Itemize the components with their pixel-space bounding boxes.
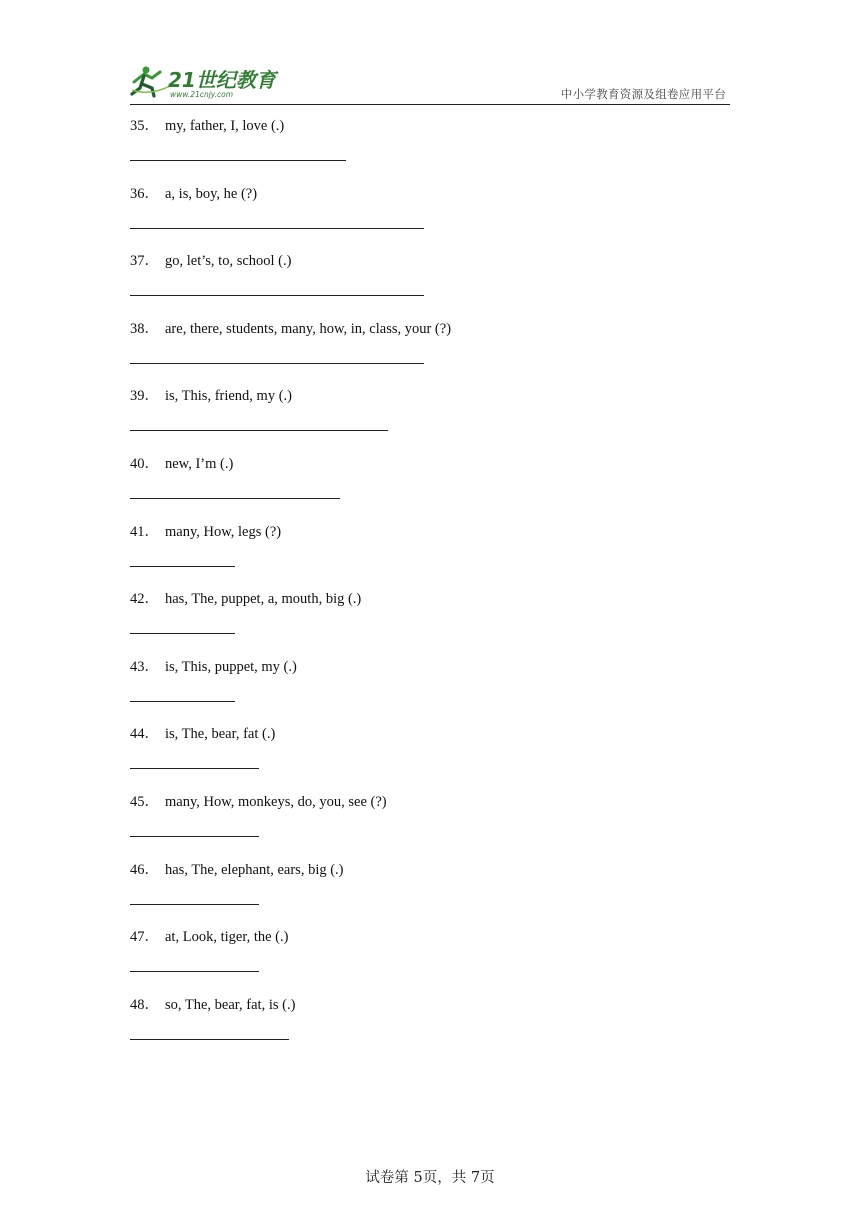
question-words: is, This, puppet, my (.) bbox=[165, 658, 297, 675]
question-number: 44． bbox=[130, 726, 159, 743]
question-item bbox=[130, 112, 730, 180]
question-text bbox=[130, 384, 292, 405]
question-item bbox=[130, 450, 730, 518]
answer-line[interactable] bbox=[130, 701, 235, 702]
question-item bbox=[130, 856, 730, 924]
logo-url: www.21cnjy.com bbox=[170, 90, 234, 99]
question-text bbox=[130, 655, 297, 676]
question-words: new, I’m (.) bbox=[165, 455, 234, 472]
question-text bbox=[130, 587, 361, 608]
question-text bbox=[130, 249, 291, 270]
question-words: a, is, boy, he (?) bbox=[165, 185, 258, 202]
question-words: has, The, elephant, ears, big (.) bbox=[165, 861, 344, 878]
page-number: 试卷第 5页，共 7页 bbox=[365, 1170, 495, 1186]
answer-line[interactable] bbox=[130, 1039, 289, 1040]
question-number: 48． bbox=[130, 996, 159, 1013]
answer-line[interactable] bbox=[130, 971, 259, 972]
question-item bbox=[130, 315, 730, 383]
question-number: 39． bbox=[130, 388, 159, 405]
question-item bbox=[130, 788, 730, 856]
question-number: 46． bbox=[130, 861, 159, 878]
question-words: has, The, puppet, a, mouth, big (.) bbox=[165, 591, 362, 608]
answer-line[interactable] bbox=[130, 498, 340, 499]
question-text bbox=[130, 520, 281, 541]
question-item bbox=[130, 653, 730, 721]
question-words: many, How, monkeys, do, you, see (?) bbox=[165, 793, 387, 810]
question-number: 45． bbox=[130, 793, 159, 810]
question-number: 40． bbox=[130, 455, 159, 472]
question-text bbox=[130, 925, 288, 946]
question-list bbox=[130, 112, 730, 1058]
question-words: is, The, bear, fat (.) bbox=[165, 726, 276, 743]
question-number: 47． bbox=[130, 929, 159, 946]
question-number: 37． bbox=[130, 253, 159, 270]
answer-line[interactable] bbox=[130, 768, 259, 769]
question-item bbox=[130, 991, 730, 1059]
question-item bbox=[130, 180, 730, 248]
question-text bbox=[130, 993, 295, 1014]
question-text bbox=[130, 858, 344, 879]
question-text bbox=[130, 114, 284, 135]
question-number: 36． bbox=[130, 185, 159, 202]
answer-line[interactable] bbox=[130, 160, 346, 161]
question-words: are, there, students, many, how, in, class, your (?) bbox=[165, 320, 452, 337]
answer-line[interactable] bbox=[130, 363, 424, 364]
answer-line[interactable] bbox=[130, 566, 235, 567]
answer-line[interactable] bbox=[130, 430, 388, 431]
question-words: go, let’s, to, school (.) bbox=[165, 253, 292, 270]
logo-graphic bbox=[130, 64, 280, 100]
platform-tagline: 中小学教育资源及组卷应用平台 bbox=[560, 87, 726, 101]
question-number: 35． bbox=[130, 118, 159, 134]
question-item bbox=[130, 382, 730, 450]
answer-line[interactable] bbox=[130, 904, 259, 905]
answer-line[interactable] bbox=[130, 633, 235, 634]
question-item bbox=[130, 923, 730, 991]
brand-logo bbox=[130, 64, 280, 100]
page-header bbox=[130, 64, 730, 105]
question-text bbox=[130, 317, 451, 338]
question-text bbox=[130, 790, 387, 811]
question-item bbox=[130, 720, 730, 788]
question-text bbox=[130, 182, 257, 203]
question-words: so, The, bear, fat, is (.) bbox=[165, 996, 296, 1013]
question-text bbox=[130, 722, 275, 743]
question-words: many, How, legs (?) bbox=[165, 523, 282, 540]
question-text bbox=[130, 452, 233, 473]
logo-text: 21世纪教育 bbox=[168, 68, 276, 92]
question-item bbox=[130, 585, 730, 653]
question-number: 43． bbox=[130, 658, 159, 675]
answer-line[interactable] bbox=[130, 228, 424, 229]
question-item bbox=[130, 518, 730, 586]
answer-line[interactable] bbox=[130, 295, 424, 296]
question-number: 42． bbox=[130, 591, 159, 608]
answer-line[interactable] bbox=[130, 836, 259, 837]
question-number: 41． bbox=[130, 523, 159, 540]
question-number: 38． bbox=[130, 320, 159, 337]
question-words: is, This, friend, my (.) bbox=[165, 388, 292, 405]
question-item bbox=[130, 247, 730, 315]
question-words: my, father, I, love (.) bbox=[165, 118, 285, 134]
question-words: at, Look, tiger, the (.) bbox=[165, 929, 289, 946]
